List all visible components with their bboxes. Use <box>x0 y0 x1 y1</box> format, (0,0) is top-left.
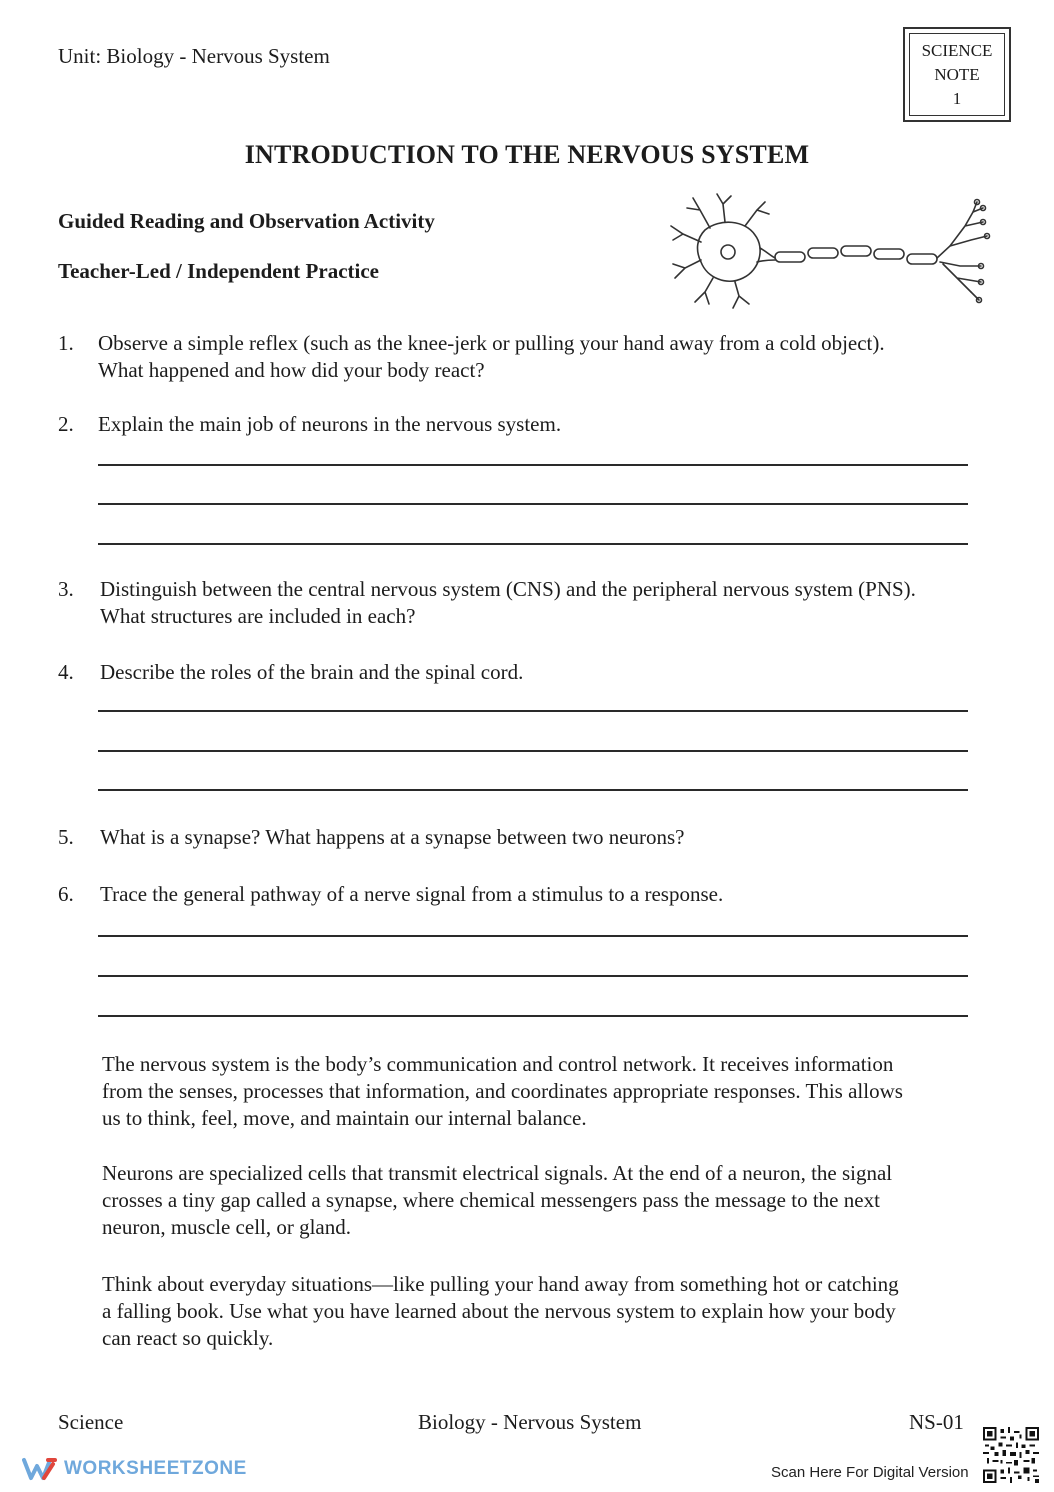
question-1-number: 1. <box>58 331 74 355</box>
practice-subtitle: Teacher-Led / Independent Practice <box>58 259 379 283</box>
question-6-line1: Trace the general pathway of a nerve signal from a stimulus to a response. <box>100 882 724 906</box>
footer-topic: Biology - Nervous System <box>418 1410 642 1434</box>
question-4-line1: Describe the roles of the brain and the spinal cord. <box>100 660 524 684</box>
question-4-number: 4. <box>58 660 74 684</box>
question-2-line1: Explain the main job of neurons in the nervous system. <box>98 412 562 436</box>
paragraph-line: crosses a tiny gap called a synapse, where chemical messengers pass the message to the next <box>102 1188 880 1212</box>
answer-line[interactable] <box>98 464 968 466</box>
activity-subtitle: Guided Reading and Observation Activity <box>58 209 435 233</box>
scan-label: Scan Here For Digital Version <box>771 1464 969 1481</box>
footer-code: NS-01 <box>909 1410 964 1434</box>
note-box-line3: 1 <box>952 88 962 108</box>
unit-label: Unit: Biology - Nervous System <box>58 44 330 68</box>
question-3-line2: What structures are included in each? <box>100 604 416 628</box>
page-title: INTRODUCTION TO THE NERVOUS SYSTEM <box>244 140 810 169</box>
question-5-line1: What is a synapse? What happens at a synapse between two neurons? <box>100 825 685 849</box>
answer-line[interactable] <box>98 935 968 937</box>
paragraph-line: Neurons are specialized cells that transmit electrical signals. At the end of a neuron, the signal <box>102 1161 893 1185</box>
science-note-box <box>903 27 1011 122</box>
paragraph-line: can react so quickly. <box>102 1326 274 1350</box>
note-box-line1: SCIENCE <box>921 40 993 60</box>
answer-line[interactable] <box>98 789 968 791</box>
paragraph-line: neuron, muscle cell, or gland. <box>102 1215 352 1239</box>
question-1-line2: What happened and how did your body react? <box>98 358 485 382</box>
worksheetzone-logo-icon <box>22 1456 58 1482</box>
note-box-line2: NOTE <box>934 64 980 84</box>
footer-subject: Science <box>58 1410 124 1434</box>
question-3-line1: Distinguish between the central nervous system (CNS) and the peripheral nervous system (PNS). <box>100 577 916 601</box>
question-5-number: 5. <box>58 825 74 849</box>
answer-line[interactable] <box>98 543 968 545</box>
neuron-diagram-icon <box>665 190 1000 315</box>
paragraph-line: us to think, feel, move, and maintain our internal balance. <box>102 1106 587 1130</box>
answer-line[interactable] <box>98 750 968 752</box>
brand-name: WORKSHEETZONE <box>64 1458 247 1479</box>
reading-paragraph-2 <box>102 1160 952 1241</box>
paragraph-line: a falling book. Use what you have learned about the nervous system to explain how your body <box>102 1299 896 1323</box>
answer-line[interactable] <box>98 503 968 505</box>
answer-line[interactable] <box>98 710 968 712</box>
question-1-line1: Observe a simple reflex (such as the knee-jerk or pulling your hand away from a cold object). <box>98 331 885 355</box>
answer-line[interactable] <box>98 1015 968 1017</box>
answer-line[interactable] <box>98 975 968 977</box>
reading-paragraph-3 <box>102 1271 952 1352</box>
qr-code-icon[interactable] <box>983 1427 1039 1483</box>
paragraph-line: The nervous system is the body’s communication and control network. It receives information <box>102 1052 894 1076</box>
question-2-number: 2. <box>58 412 74 436</box>
paragraph-line: from the senses, processes that information, and coordinates appropriate responses. This allows <box>102 1079 903 1103</box>
brand-logo[interactable] <box>22 1456 247 1482</box>
reading-paragraph-1 <box>102 1051 952 1132</box>
question-6-number: 6. <box>58 882 74 906</box>
paragraph-line: Think about everyday situations—like pulling your hand away from something hot or catching <box>102 1272 899 1296</box>
question-3-number: 3. <box>58 577 74 601</box>
